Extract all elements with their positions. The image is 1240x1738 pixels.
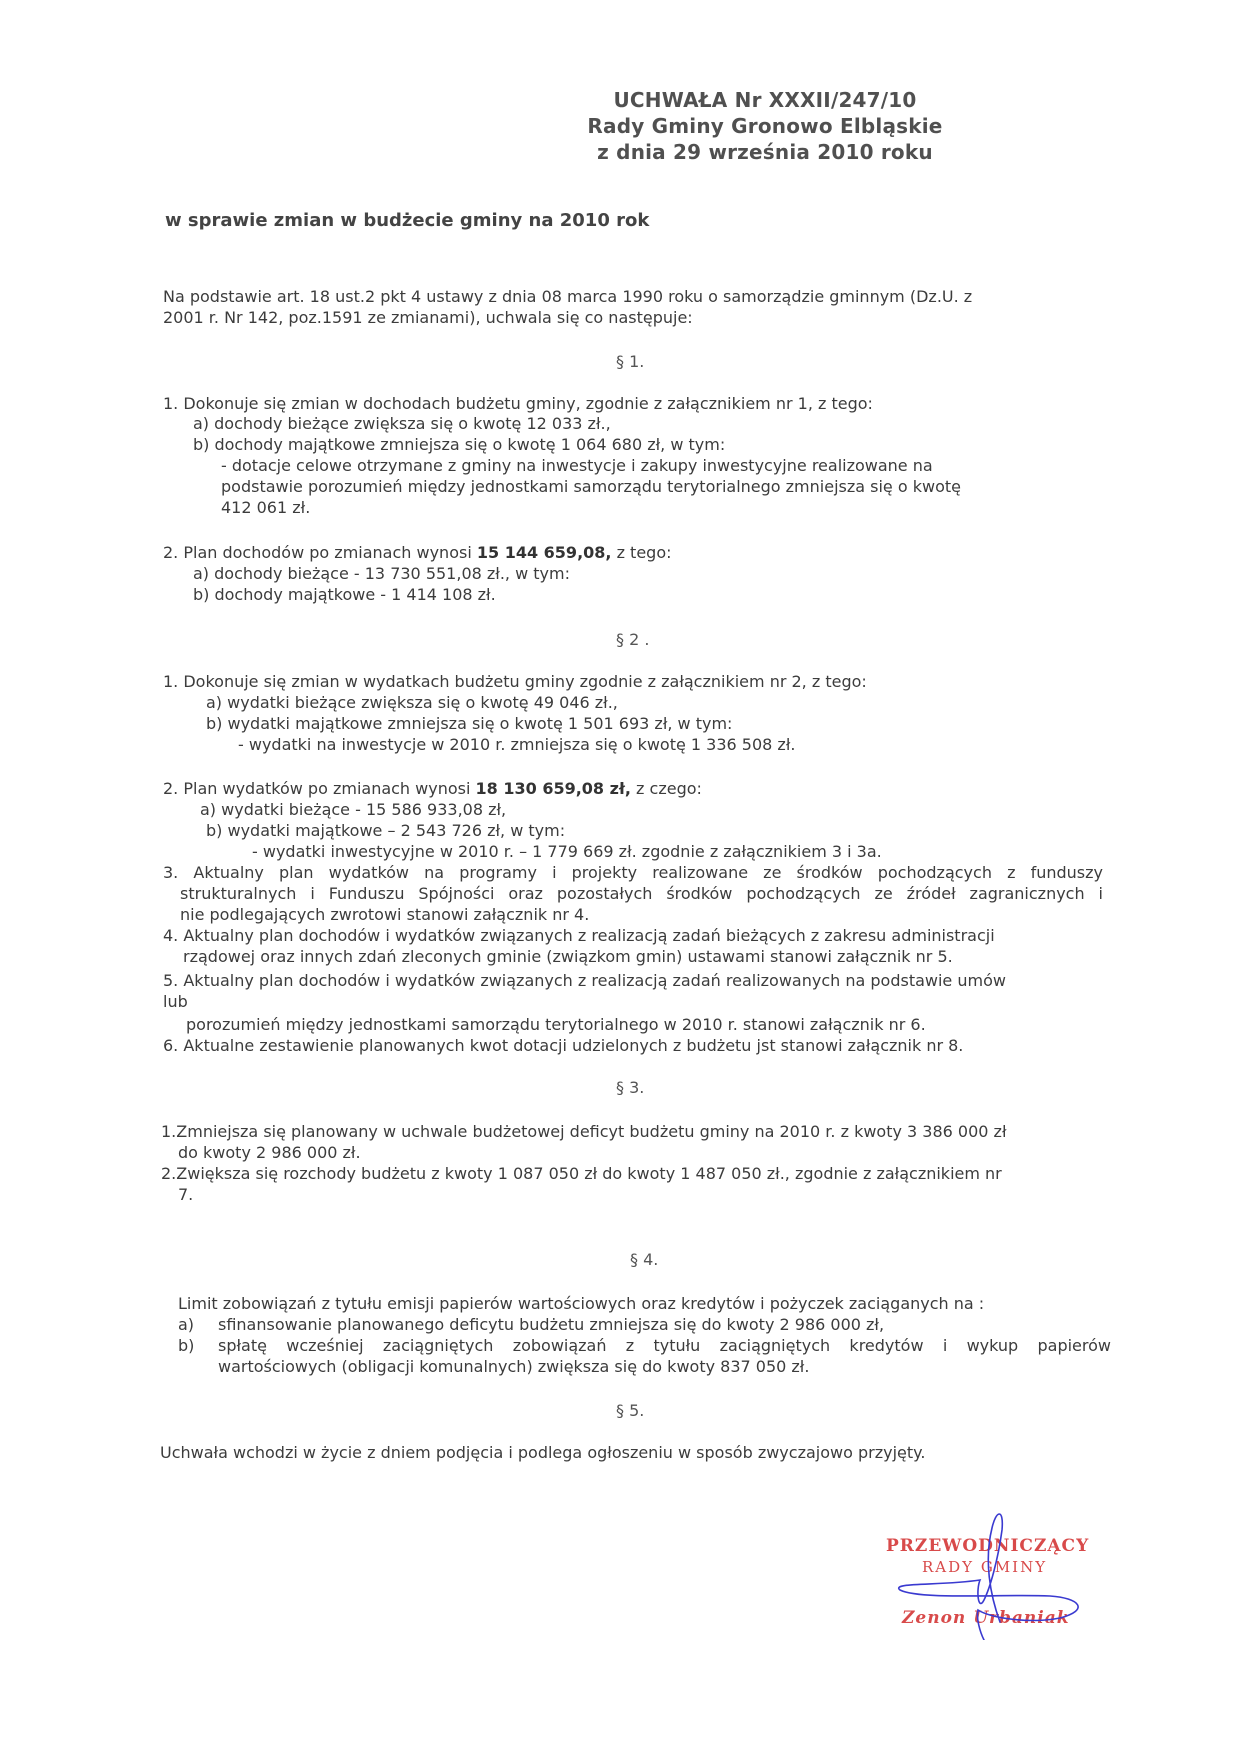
s2-p3-line-1: 3. Aktualny plan wydatków na programy i projekty realizowane ze środków pochodzących z funduszy [163,863,1103,882]
s1-p1-dash-2: podstawie porozumień między jednostkami samorządu terytorialnego zmniejsza się o kwotę [221,477,961,496]
s3-p2-line-1: 2.Zwiększa się rozchody budżetu z kwoty 1 087 050 zł do kwoty 1 487 050 zł., zgodnie z załącznikiem nr [161,1164,1002,1183]
s2-p5-line-1: 5. Aktualny plan dochodów i wydatków związanych z realizacją zadań realizowanych na podstawie umów [163,971,1006,990]
section-heading-1: § 1. [616,352,645,371]
s2-p2-suffix: z czego: [630,779,702,798]
section-heading-5: § 5. [616,1401,645,1420]
s1-p2-b: b) dochody majątkowe - 1 414 108 zł. [193,585,496,604]
s2-p1-a: a) wydatki bieżące zwiększa się o kwotę 49 046 zł., [206,693,618,712]
s2-p2-a: a) wydatki bieżące - 15 586 933,08 zł, [200,800,507,819]
s3-p2-line-2: 7. [178,1185,194,1204]
s2-p3-line-3: nie podlegających zwrotowi stanowi załącznik nr 4. [180,905,590,924]
s2-p4-line-2: rządowej oraz innych zdań zleconych gminie (związkom gmin) ustawami stanowi załącznik nr 5. [183,947,953,966]
s4-intro: Limit zobowiązań z tytułu emisji papierów wartościowych oraz kredytów i pożyczek zaciąganych na : [178,1294,985,1313]
resolution-number: UCHWAŁA Nr XXXII/247/10 [613,88,917,112]
s2-p1-b: b) wydatki majątkowe zmniejsza się o kwotę 1 501 693 zł, w tym: [206,714,733,733]
s2-p2-prefix: 2. Plan wydatków po zmianach wynosi [163,779,476,798]
stamp-title: PRZEWODNICZĄCY [886,1536,1090,1556]
s1-p2-line [163,543,672,563]
s2-p2-b: b) wydatki majątkowe – 2 543 726 zł, w tym: [206,821,566,840]
s4-b-line-2: wartościowych (obligacji komunalnych) zwiększa się do kwoty 837 050 zł. [218,1357,810,1376]
s2-p6-line-1: 6. Aktualne zestawienie planowanych kwot dotacji udzielonych z budżetu jst stanowi załącznik nr 8. [163,1036,964,1055]
s2-p1-dash: - wydatki na inwestycje w 2010 r. zmniejsza się o kwotę 1 336 508 zł. [238,735,796,754]
preamble-line: 2001 r. Nr 142, poz.1591 ze zmianami), uchwala się co następuje: [163,308,693,327]
s1-p1-dash-3: 412 061 zł. [221,498,311,517]
s1-p1-dash-1: - dotacje celowe otrzymane z gminy na inwestycje i zakupy inwestycyjne realizowane na [221,456,933,475]
s4-b-line-1: spłatę wcześniej zaciągniętych zobowiązań z tytułu zaciągniętych kredytów i wykup papierów [218,1336,1111,1355]
section-heading-2: § 2 . [616,630,650,649]
resolution-date: z dnia 29 września 2010 roku [597,140,933,164]
s4-a-marker: a) [178,1315,195,1334]
s4-b-marker: b) [178,1336,195,1355]
stamp-name: Zenon Urbaniak [902,1608,1070,1628]
preamble-line: Na podstawie art. 18 ust.2 pkt 4 ustawy z dnia 08 marca 1990 roku o samorządzie gminnym (Dz.U. z [163,287,973,306]
s3-p1-line-1: 1.Zmniejsza się planowany w uchwale budżetowej deficyt budżetu gminy na 2010 r. z kwoty 3 386 000 zł [161,1122,1007,1141]
handwritten-signature [880,1500,1120,1640]
s4-a: sfinansowanie planowanego deficytu budżetu zmniejsza się do kwoty 2 986 000 zł, [218,1315,885,1334]
revenue-plan-total: 15 144 659,08, [476,543,612,562]
s1-p1-b: b) dochody majątkowe zmniejsza się o kwotę 1 064 680 zł, w tym: [193,435,726,454]
chairman-stamp [880,1500,1120,1640]
s2-p2-dash: - wydatki inwestycyjne w 2010 r. – 1 779 669 zł. zgodnie z załącznikiem 3 i 3a. [252,842,882,861]
resolution-title [0,88,1240,112]
stamp-subtitle: RADY GMINY [922,1558,1048,1576]
expense-plan-total: 18 130 659,08 zł, [475,779,631,798]
s1-p2-a: a) dochody bieżące - 13 730 551,08 zł., w tym: [193,564,570,583]
s2-p2-line [163,779,702,799]
resolution-issuer-wrap [0,114,1240,138]
s1-p1-line: 1. Dokonuje się zmian w dochodach budżetu gminy, zgodnie z załącznikiem nr 1, z tego: [163,394,873,413]
s2-p5-line-2: lub [163,992,188,1011]
s2-p1-line: 1. Dokonuje się zmian w wydatkach budżetu gminy zgodnie z załącznikiem nr 2, z tego: [163,672,867,691]
s1-p1-a: a) dochody bieżące zwiększa się o kwotę 12 033 zł., [193,414,611,433]
s2-p5-line-3: porozumień między jednostkami samorządu terytorialnego w 2010 r. stanowi załącznik nr 6. [186,1015,926,1034]
section-heading-3: § 3. [616,1078,645,1097]
s5-text: Uchwała wchodzi w życie z dniem podjęcia i podlega ogłoszeniu w sposób zwyczajowo przyjęty. [160,1443,926,1462]
s2-p3-line-2: strukturalnych i Funduszu Spójności oraz pozostałych środków pochodzących ze źródeł zagranicznych i [180,884,1103,903]
s3-p1-line-2: do kwoty 2 986 000 zł. [178,1143,361,1162]
section-heading-4: § 4. [630,1250,659,1269]
s1-p2-suffix: z tego: [611,543,672,562]
s2-p4-line-1: 4. Aktualny plan dochodów i wydatków związanych z realizacją zadań bieżących z zakresu administracji [163,926,995,945]
resolution-subject: w sprawie zmian w budżecie gminy na 2010 rok [165,210,650,231]
resolution-date-wrap [0,140,1240,164]
resolution-issuer: Rady Gminy Gronowo Elbląskie [587,114,943,138]
s1-p2-prefix: 2. Plan dochodów po zmianach wynosi [163,543,477,562]
